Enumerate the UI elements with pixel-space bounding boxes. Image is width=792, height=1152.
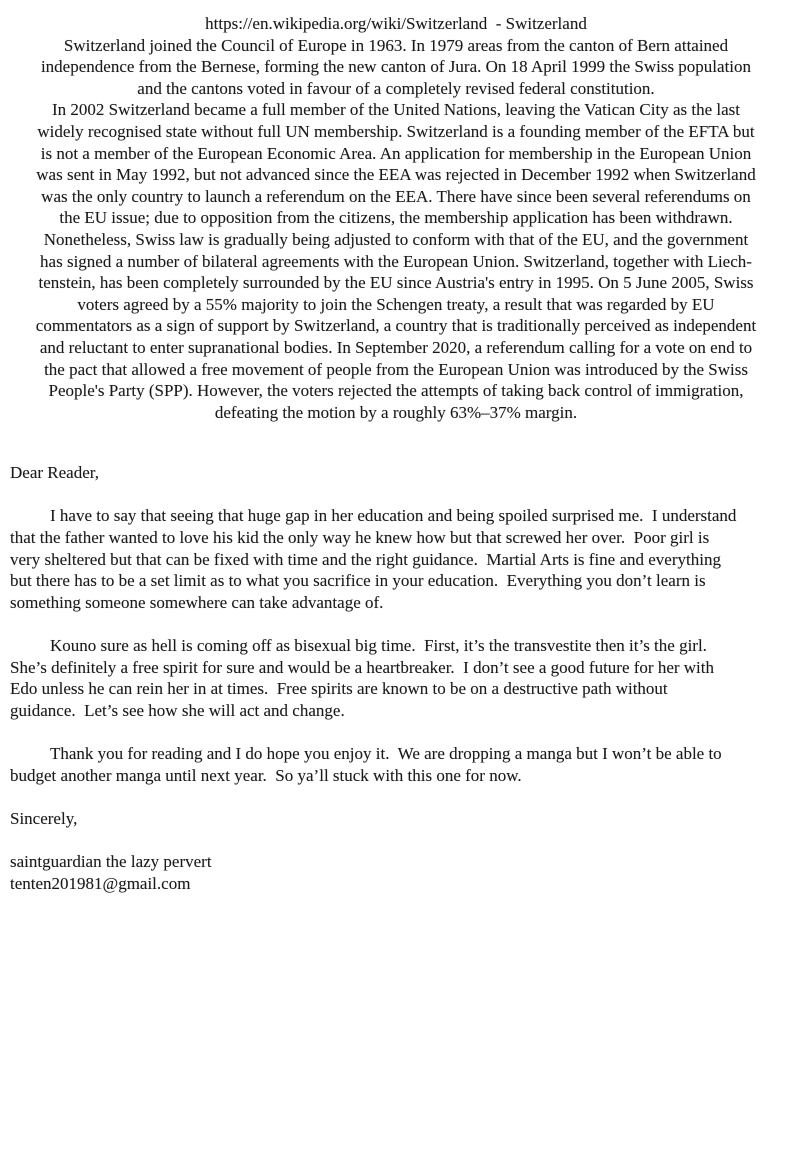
salutation: Dear Reader, (10, 463, 99, 483)
text-line: Edo unless he can rein her in at times. Free spirits are known to be on a destructive path without (10, 679, 668, 699)
signature-block (10, 851, 782, 894)
text-line: was the only country to launch a referendum on the EEA. There have since been several referendums on (41, 186, 751, 206)
text-line: Switzerland joined the Council of Europe in 1963. In 1979 areas from the canton of Bern attained (63, 35, 729, 55)
text-line: Nonetheless, Swiss law is gradually being adjusted to conform with that of the EU, and the government (43, 229, 749, 249)
text-line: commentators as a sign of support by Switzerland, a country that is traditionally perceived as independent (35, 316, 757, 336)
text-line: that the father wanted to love his kid the only way he knew how but that screwed her over. Poor girl is (10, 528, 710, 548)
letter-paragraph-thanks (10, 743, 782, 786)
text-line: saintguardian the lazy pervert (10, 851, 212, 871)
text-line: budget another manga until next year. So ya’ll stuck with this one for now. (10, 765, 522, 785)
text-line: and the cantons voted in favour of a completely revised federal constitution. (137, 78, 655, 98)
letter-section (10, 462, 782, 894)
letter-paragraph-education (10, 505, 782, 613)
text-line: very sheltered but that can be fixed with time and the right guidance. Martial Arts is fine and everything (10, 549, 721, 569)
text-line: voters agreed by a 55% majority to join the Schengen treaty, a result that was regarded by EU (77, 294, 715, 314)
source-url-line: https://en.wikipedia.org/wiki/Switzerland - Switzerland (205, 14, 587, 33)
text-line: the pact that allowed a free movement of people from the European Union was introduced by the Swiss (44, 359, 748, 379)
text-line: She’s definitely a free spirit for sure and would be a heartbreaker. I don’t see a good future for her with (10, 657, 714, 677)
text-line: tenten201981@gmail.com (10, 873, 191, 893)
text-line: Kouno sure as hell is coming off as bisexual big time. First, it’s the transvestite then it’s the girl. (50, 636, 707, 656)
text-line: something someone somewhere can take advantage of. (10, 592, 384, 612)
text-line: the EU issue; due to opposition from the citizens, the membership application has been withdrawn. (59, 208, 733, 228)
text-line: People's Party (SPP). However, the voters rejected the attempts of taking back control of immigration, (48, 381, 744, 401)
text-line: defeating the motion by a roughly 63%–37% margin. (214, 402, 578, 422)
text-line: tenstein, has been completely surrounded by the EU since Austria's entry in 1995. On 5 June 2005, Swiss (38, 273, 754, 293)
text-line: Thank you for reading and I do hope you enjoy it. We are dropping a manga but I won’t be able to (50, 744, 722, 763)
text-line: and reluctant to enter supranational bodies. In September 2020, a referendum calling for a vote on end to (39, 337, 753, 357)
text-line: In 2002 Switzerland became a full member of the United Nations, leaving the Vatican City as the last (52, 100, 740, 120)
text-line: widely recognised state without full UN membership. Switzerland is a founding member of the EFTA but (37, 121, 755, 141)
wiki-excerpt-section (10, 13, 782, 423)
text-line: guidance. Let’s see how she will act and change. (10, 700, 345, 720)
text-line: was sent in May 1992, but not advanced since the EEA was rejected in December 1992 when Switzerland (36, 165, 756, 185)
wiki-excerpt-body (10, 35, 782, 424)
text-line: I have to say that seeing that huge gap in her education and being spoiled surprised me. I understand (50, 506, 737, 526)
text-line: is not a member of the European Economic Area. An application for membership in the European Union (40, 143, 752, 163)
text-line: but there has to be a set limit as to what you sacrifice in your education. Everything you don’t learn is (10, 571, 706, 591)
text-line: independence from the Bernese, forming the new canton of Jura. On 18 April 1999 the Swiss population (40, 57, 752, 77)
closing: Sincerely, (10, 808, 78, 828)
text-line: has signed a number of bilateral agreements with the European Union. Switzerland, together with Liech- (40, 251, 752, 271)
letter-paragraph-kouno (10, 635, 782, 721)
